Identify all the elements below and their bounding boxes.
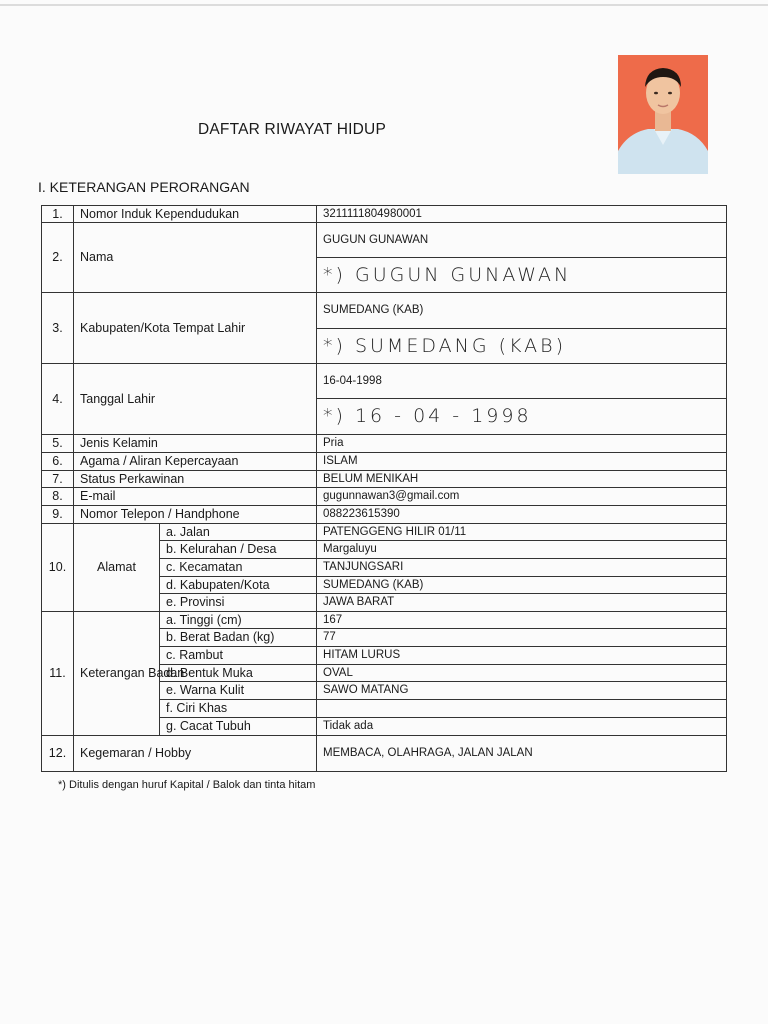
address-regency-label: d. Kabupaten/Kota [160, 577, 317, 594]
table-row [42, 506, 727, 524]
name-handwritten: *) GUGUN GUNAWAN [317, 258, 727, 293]
birthdate-handwritten: *) 16 - 04 - 1998 [317, 399, 727, 435]
table-row [42, 471, 727, 488]
address-street-label: a. Jalan [160, 524, 317, 541]
table-row [42, 223, 727, 258]
row-number: 5. [42, 435, 74, 453]
height-value: 167 [317, 612, 727, 629]
document-title: DAFTAR RIWAYAT HIDUP [198, 121, 386, 138]
table-row [42, 453, 727, 471]
table-row [42, 364, 727, 399]
skin-color-value: SAWO MATANG [317, 682, 727, 700]
table-row [42, 524, 727, 541]
gender-label: Jenis Kelamin [74, 435, 317, 453]
nik-value: 3211111804980001 [317, 206, 727, 223]
skin-color-label: e. Warna Kulit [160, 682, 317, 700]
address-province-value: JAWA BARAT [317, 594, 727, 612]
row-number: 1. [42, 206, 74, 223]
face-shape-value: OVAL [317, 665, 727, 682]
disability-value: Tidak ada [317, 718, 727, 736]
hobby-value: MEMBACA, OLAHRAGA, JALAN JALAN [317, 736, 727, 772]
special-marks-label: f. Ciri Khas [160, 700, 317, 718]
birthdate-value: 16-04-1998 [317, 364, 727, 399]
address-village-value: Margaluyu [317, 541, 727, 559]
row-number: 4. [42, 364, 74, 435]
body-description-label: Keterangan Badan [74, 612, 160, 736]
name-label: Nama [74, 223, 317, 293]
row-number: 10. [42, 524, 74, 612]
hobby-label: Kegemaran / Hobby [74, 736, 317, 772]
name-value: GUGUN GUNAWAN [317, 223, 727, 258]
address-regency-value: SUMEDANG (KAB) [317, 577, 727, 594]
row-number: 6. [42, 453, 74, 471]
phone-label: Nomor Telepon / Handphone [74, 506, 317, 524]
person-photo-icon [618, 55, 708, 174]
religion-label: Agama / Aliran Kepercayaan [74, 453, 317, 471]
birthplace-handwritten: *) SUMEDANG (KAB) [317, 329, 727, 364]
weight-label: b. Berat Badan (kg) [160, 629, 317, 647]
scan-edge-line [0, 4, 768, 6]
row-number: 2. [42, 223, 74, 293]
email-value: gugunnawan3@gmail.com [317, 488, 727, 506]
row-number: 8. [42, 488, 74, 506]
personal-info-table [41, 205, 727, 772]
table-row [42, 435, 727, 453]
disability-label: g. Cacat Tubuh [160, 718, 317, 736]
footnote: *) Ditulis dengan huruf Kapital / Balok dan tinta hitam [58, 779, 316, 791]
marital-value: BELUM MENIKAH [317, 471, 727, 488]
phone-value: 088223615390 [317, 506, 727, 524]
table-row [42, 612, 727, 629]
table-row [42, 206, 727, 223]
face-shape-label: d. Bentuk Muka [160, 665, 317, 682]
hair-value: HITAM LURUS [317, 647, 727, 665]
table-row [42, 293, 727, 329]
address-district-label: c. Kecamatan [160, 559, 317, 577]
birthdate-label: Tanggal Lahir [74, 364, 317, 435]
religion-value: ISLAM [317, 453, 727, 471]
email-label: E-mail [74, 488, 317, 506]
table-row [42, 736, 727, 772]
row-number: 3. [42, 293, 74, 364]
nik-label: Nomor Induk Kependudukan [74, 206, 317, 223]
address-district-value: TANJUNGSARI [317, 559, 727, 577]
address-village-label: b. Kelurahan / Desa [160, 541, 317, 559]
address-label: Alamat [74, 524, 160, 612]
row-number: 9. [42, 506, 74, 524]
address-street-value: PATENGGENG HILIR 01/11 [317, 524, 727, 541]
gender-value: Pria [317, 435, 727, 453]
address-province-label: e. Provinsi [160, 594, 317, 612]
height-label: a. Tinggi (cm) [160, 612, 317, 629]
weight-value: 77 [317, 629, 727, 647]
special-marks-value [317, 700, 727, 718]
hair-label: c. Rambut [160, 647, 317, 665]
row-number: 11. [42, 612, 74, 736]
row-number: 7. [42, 471, 74, 488]
birthplace-label: Kabupaten/Kota Tempat Lahir [74, 293, 317, 364]
section-heading: I. KETERANGAN PERORANGAN [38, 179, 250, 195]
marital-label: Status Perkawinan [74, 471, 317, 488]
table-row [42, 488, 727, 506]
row-number: 12. [42, 736, 74, 772]
birthplace-value: SUMEDANG (KAB) [317, 293, 727, 329]
